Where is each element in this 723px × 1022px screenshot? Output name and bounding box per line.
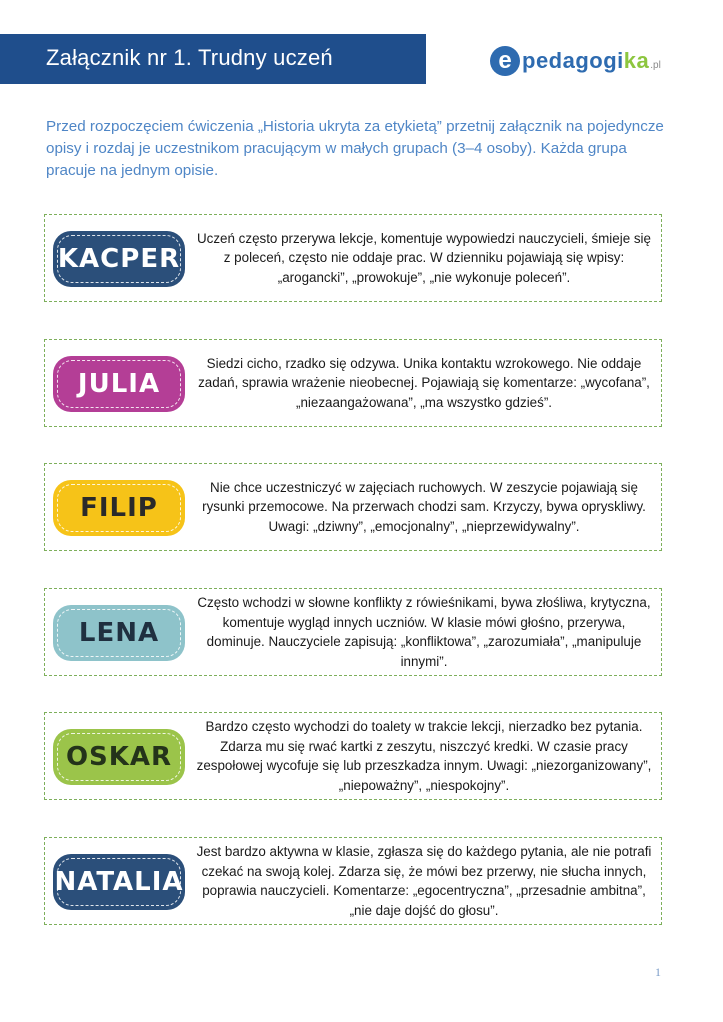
student-name: KACPER bbox=[57, 244, 181, 274]
student-description: Często wchodzi w słowne konflikty z rówieśnikami, bywa złośliwa, krytyczna, komentuje wygląd innych uczniów. W klasie mówi głośno, przerywa, dominuje. Nauczyciele zapisują: „konfliktowa”, „zarozumiała”, „manipuluje innymi”. bbox=[197, 595, 651, 669]
name-label-tag bbox=[53, 356, 185, 412]
description-card bbox=[44, 588, 662, 676]
page-title: Załącznik nr 1. Trudny uczeń bbox=[46, 45, 333, 70]
student-name: LENA bbox=[78, 618, 160, 648]
intro-paragraph: Przed rozpoczęciem ćwiczenia „Historia ukryta za etykietą” przetnij załącznik na pojedyncze opisy i rozdaj je uczestnikom pracującym w małych grupach (3–4 osoby). Każda grupa pracuje na jednym opisie. bbox=[46, 118, 664, 179]
student-description: Siedzi cicho, rzadko się odzywa. Unika kontaktu wzrokowego. Nie oddaje zadań, sprawia wrażenie nieobecnej. Pojawiają się komentarze: „wycofana”, „niezaangażowana”, „ma wszystko gdzieś”. bbox=[198, 355, 650, 410]
description-card bbox=[44, 712, 662, 800]
name-label-tag bbox=[53, 854, 185, 910]
name-label-tag bbox=[53, 605, 185, 661]
student-name: FILIP bbox=[80, 493, 158, 523]
description-card bbox=[44, 463, 662, 551]
student-name: JULIA bbox=[77, 369, 161, 399]
name-label-tag bbox=[53, 480, 185, 536]
logo-domain-suffix: .pl bbox=[650, 59, 661, 71]
page-number: 1 bbox=[655, 965, 661, 979]
student-name: NATALIA bbox=[54, 867, 184, 897]
student-description: Uczeń często przerywa lekcje, komentuje wypowiedzi nauczycieli, śmieje się z poleceń, często nie oddaje prac. W dzienniku pojawiają się wpisy: „arogancki”, „prowokuje”, „nie wykonuje poleceń”. bbox=[197, 230, 651, 285]
student-description: Jest bardzo aktywna w klasie, zgłasza się do każdego pytania, ale nie potrafi czekać na swoją kolej. Zdarza się, że mówi bez przerwy, nie słucha innych, poprawia nauczycieli. Komentarze: „egocentryczna”, „przesadnie ambitna”, „nie daje dojść do głosu”. bbox=[196, 844, 652, 918]
logo-main-text: pedagogi bbox=[522, 48, 624, 73]
name-label-tag bbox=[53, 231, 185, 287]
description-card bbox=[44, 339, 662, 427]
logo-e-icon: e bbox=[490, 46, 520, 76]
description-card bbox=[44, 837, 662, 925]
epedagogika-logo[interactable] bbox=[490, 44, 661, 78]
logo-accent-text: ka bbox=[623, 48, 650, 73]
student-name: OSKAR bbox=[65, 742, 173, 772]
student-description: Bardzo często wychodzi do toalety w trakcie lekcji, nierzadko bez pytania. Zdarza mu się rwać kartki z zeszytu, niszczyć kredki. W czasie pracy zespołowej wycofuje się lub przeszkadza innym. Uwagi: „niezorganizowany”, „niepoważny”, „niespokojny”. bbox=[196, 719, 652, 793]
logo-wordmark bbox=[522, 48, 649, 74]
description-card bbox=[44, 214, 662, 302]
name-label-tag bbox=[53, 729, 185, 785]
student-description: Nie chce uczestniczyć w zajęciach ruchowych. W zeszycie pojawiają się rysunki przemocowe. Na przerwach chodzi sam. Krzyczy, bywa opryskliwy. Uwagi: „dziwny”, „emocjonalny”, „nieprzewidywalny”. bbox=[202, 479, 646, 534]
